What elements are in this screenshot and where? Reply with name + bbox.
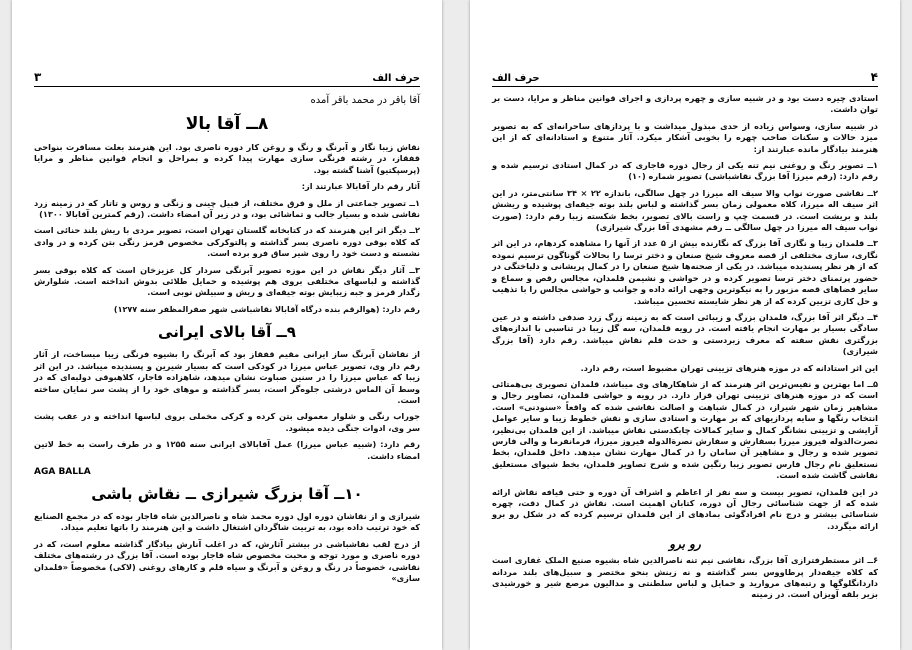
page-number: ۴ [870,70,878,84]
latin-signature: AGA BALLA [34,466,91,477]
right-page-header [492,68,878,87]
right-page [470,0,900,650]
handwritten-signature-word: رو برو [669,537,701,552]
body-paragraph: جوراب رنگی و شلوار معمولی بتن کرده و کرکی مخملی بروی لباسها انداخته و در عقب پشت سر وی، ادوات جنگی دیده میشود. [34,411,420,433]
section-heading: ۸ــ آقا بالا [185,114,269,134]
section-heading: ۹ــ آقا بالای ایرانی [158,323,296,342]
body-paragraph: از درج لقب نقاشباشی در بیشتر آثارش، که در اغلب آنارش بیادگار گذاشته معلوم است، که در دوره ناصری و مورد توجه و محبت مخصوص شاه قاجار بوده است. آقا بزرگ در رشته‌های مختلف نقاشی، خصوصاً در رنگ و روغن و آبرنگ و سیاه قلم و کارهای روغنی (لاکی) مخصوصاً «قلمدان سازی» [34,538,420,583]
body-paragraph: آثار رقم دار آقابالا عبارتند از: [301,181,420,192]
body-paragraph: این اثر استادانه که در موزه هنرهای تزیینی تهران مضبوط است، رقم دارد. [580,362,878,373]
cross-reference-line: آقا باقر در محمد باقر آمده [310,95,420,106]
page-number: ۳ [34,70,42,84]
body-paragraph: ۱ــ تصویر رنگ و روغنی نیم تنه یکی از رجال دوره قاجاری که در کمال استادی ترسیم شده و رقم دارد: (رقم میرزا آقا بزرگ نقاشباشی) تصویر شماره (۱۰) [492,160,878,182]
body-paragraph: در این قلمدان، تصویر بیست و سه نفر از اعاظم و اشراف آن دوره و حتی قیافه نقاش ارائه شده که از جهت شناسائی رجال آن دوره، کتابان اهمیت است. نقاش در کمال دقت، چهره شناسائی بیشتر و درج نام افرادگوئی بمادهای از این قلمدان ترسیم کرده که در شکل رو برو ارائه میگردد. [492,486,878,531]
body-paragraph: در شبیه سازی، وسواس زیاده از حدی مبذول میداشت و با پردازهای ساحرانه‌ای که به تصویر میزد حالات و سکنات صاحب چهره را بخوبی آشکار میکرد. آثار متنوع و استادانه‌ای که از این هنرمند بیادگار مانده عبارتند از: [492,120,878,154]
running-head: حرف الف [372,73,420,84]
body-paragraph: ۲ــ دیگر اثر این هنرمند که در کتابخانه گلستان تهران است، تصویر مردی با ریش بلند حنائی است که کلاه بوقی دوره ناصری بسر گذاشته و پالتوکرکی مخصوص قرمز رنگی بتن کرده و در وادی نشسته و دست خود را روی شیر ساق فرو برده است. [34,225,420,259]
body-paragraph: ۴ــ دیگر اثر آقا بزرگ، قلمدان بزرگ و زیبائی است که به زمینه زرگ زرد صدفی داشته و در عین سادگی بسیار بر مهارت انجام یافته است. در رویه قلمدان، سه گل زیبا در تناسبی با اندازه‌های بزرگتری نقش سفته که معرف زبردستی و حدت قلم نقاش میباشد. رقم دارد (آقا بزرگ شیرازی) [492,311,878,357]
body-paragraph: ۳ــ آثار دیگر نقاش در این موزه تصویر آبرنگی سردار کل عزیزخان است که کلاه بوقی بسر گذاشته و لباسهای مختلفی بروی هم پوشیده و حمایل طلائی بدوش انداخته است. شلوارش زگدار قرمز و جبه زیبایش بوته جیقه‌ای و ریش و سبیلش نوبی است. [34,264,420,298]
body-paragraph: رقم دارد: (شبیه عباس میرزا) عمل آقابالای ایرانی سنه ۱۲۵۵ و در طرف راست به خط لاتین امضاء داشت. [34,439,420,461]
body-paragraph: نقاش زیبا نگار و آبرنگ و رنگ و روغن کار دوره ناصری بود. این هنرمند بعلت مسافرت بنواحی قفقاز، در رشته فرنگی سازی مهارت پیدا کرده و بمراحل و انجام قوانین مناظر و مرایا (پرسپکتیو) آشنا گشته بود. [34,142,420,175]
body-paragraph: ۳ــ قلمدان زیبا و نگاری آقا بزرگ که نگارنده بیش از ۵ عدد از آنها را مشاهده کردهام، در این اثر نگاری، سازی مختلفی از قصه معروف شیخ صنعان و دختر ترسا را بحالات گوناگون ترسیم نموده که از هر نظر پسندیده میباشد. در یکی از صحنه‌ها شیخ صنعان را در کمال پریشانی و دلباختگی در حضور پرتمنای دختر ترسا تصویر کرده و در حواشی و نشیمن قلمدان، مجالس رقص و سماع و سایر فضاهای قصه مزبور را به نیکوترین وجهی ارائه داده و جوانب و حواشی مجالس را با تذهیب و حل کاری تزیین کرده که از هر نظر شایسته تحسین میباشد. [492,238,879,306]
running-head: حرف الف [492,73,540,84]
body-paragraph: ۵ــ اما بهترین و نفیس‌ترین اثر هنرمند که از شاهکارهای وی میباشد، قلمدان تصویری بی‌همتائی است که در موزه هنرهای تزیینی تهران قرار دارد. در رویه و حواشی قلمدان، تصاویر رجال و مشاهیر زمان شهر شیراز، در کمال شباهت و اصالت نقاشی شده که واقعاً «سنودنی» است. انتخاب رنگها و سایه پردازیهای که بر مهارت و استادی سازی و نقش خطوط زیبا و سایر عوامل آرایشی و تزیینی نشانگر کمال و سایر کمالات چابکدستی نقاش میباشد. از این قلمدان بی‌نظیر، نصرت‌الدوله فیروز میرزا بسفارش و سفارش نصرةالدوله فیروز میرزا، فرمانفرما و والی فارس تصویر شده و رجال و مشاهیر آن سامان را در کمال مهارت نشان میدهد. داخل قلمدان، بخط نستعلیق نام رجال فارس تصویر زیبا رنگین شده و شرح تصاویر قلمدان، بخط شیوای مستعلیق نقاشی گاشت شده است. [492,378,878,481]
body-paragraph: از نقاشان آبرنگ ساز ایرانی مقیم قفقاز بود که آبرنگ را بشیوه فرنگی زیبا میساخت، از آثار رقم دار وی، تصویر عباس میرزا در کودکی است که بسیار شیرین و پسندیده میباشد. در این اثر زیبا که عباس میرزا را در سنین صباوت نشان میدهد، شاهزاده قاجار، کلاهبوقی دولبه‌ای که در وسط آن الماس درشتی جلوه‌گر است، بسر گذاشته و موهای خود را از پشت سر نمایان ساخته است. [34,349,420,405]
body-paragraph: ۱ــ تصویر جماعتی از ملل و فرق مختلف، از قبیل چینی و زنگی و روس و تاتار که در زمینه زرد نقاشی شده و بسیار جالب و تماشائی بود، و در زیر آن امضاء داشت. (رقم کمترین آقابالا ۱۳۰۰) [34,197,420,220]
body-paragraph: ۲ــ نقاشی صورت نواب والا سیف اله میرزا در چهل سالگی، باندازه ۲۲ × ۳۴ سانتی‌متر، در این اثر سیف اله میرزا، کلاه معمولی زمان بسر گذاشته و لباس بلند بوته جیقه‌ای پوشیده و ریشش بلند و بریشت است. در قسمت چپ و راست بالای تصویر، بخط شکسته زیبا رقم دارد: (صورت نواب سیف اله میرزا در چهل سالگی ــ رقم مشهدی آقا بزرگ شیرازی) [492,187,879,233]
left-page [12,0,442,650]
signature-paragraph: رقم دارد: (هوالرقم بنده درگاه آقابالا نقاشباشی شهر صفرالمظفر سنه ۱۲۷۷) [113,304,420,314]
body-paragraph: ۶ــ اثر مستطرفترازی آقا بزرگ، نقاشی نیم تنه ناصرالدین شاه بشیوه صنیع الملک غفاری است که کلاه جیقه‌دار پرطاووس بسر گذاشته و نه زینش بنحو مختصر و سبیل‌های بلند مردانه داردانگلوگها و رتبه‌های مروارید و حمایل و لباس سلطنتی و مدالیون مرصع شیر و خورشیدی بزیر بلقه آویزان است. در زمینه [492,555,878,600]
section-heading: ۱۰ــ آقا بزرگ شیرازی ــ نقاش باشی [91,484,363,503]
body-paragraph: استادی چیره دست بود و در شبیه سازی و چهره پردازی و اجرای قوانین مناظر و مرایا، دست بر توان داشت. [492,93,878,115]
left-page-header [34,68,420,87]
body-paragraph: شیرازی و از نقاشان دوره اول دوره محمد شاه و ناصرالدین شاه قاجار بوده که در مجمع الصنایع که خود ترتیب داده بود، به تربیت شاگردان اشتغال داشت و این هنرمند را باتها تعلیم میداد. [34,510,420,533]
